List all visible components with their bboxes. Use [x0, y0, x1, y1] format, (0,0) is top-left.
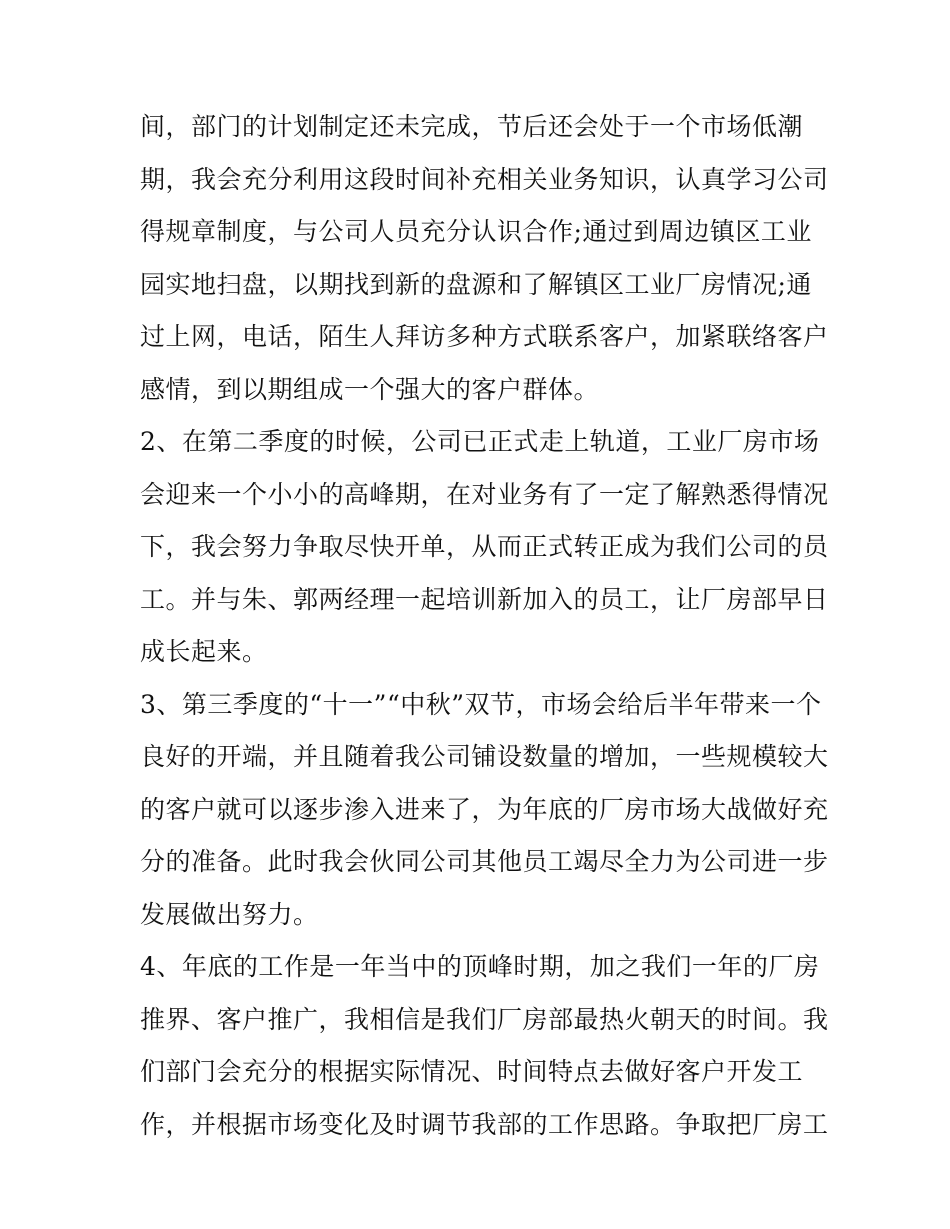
text-line: 下，我会努力争取尽快开单，从而正式转正成为我们公司的员 — [140, 532, 829, 561]
text-line: 2、在第二季度的时候，公司已正式走上轨道，工业厂房市场 — [140, 427, 820, 456]
text-line: 得规章制度，与公司人员充分认识合作;通过到周边镇区工业 — [140, 217, 812, 246]
text-line: 的客户就可以逐步渗入进来了，为年底的厂房市场大战做好充 — [140, 794, 829, 824]
text-line: 期，我会充分利用这段时间补充相关业务知识，认真学习公司 — [140, 164, 829, 194]
text-line: 过上网，电话，陌生人拜访多种方式联系客户，加紧联络客户 — [140, 322, 829, 351]
text-line: 间，部门的计划制定还未完成，节后还会处于一个市场低潮 — [140, 112, 804, 141]
text-line: 成长起来。 — [140, 637, 268, 666]
text-line: 园实地扫盘，以期找到新的盘源和了解镇区工业厂房情况;通 — [140, 269, 812, 299]
text-line: 们部门会充分的根据实际情况、时间特点去做好客户开发工 — [140, 1057, 804, 1086]
text-line: 工。并与朱、郭两经理一起培训新加入的员工，让厂房部早日 — [140, 584, 829, 614]
text-line: 分的准备。此时我会伙同公司其他员工竭尽全力为公司进一步 — [140, 847, 829, 876]
text-line: 推界、客户推广，我相信是我们厂房部最热火朝天的时间。我 — [140, 1004, 829, 1034]
text-line: 良好的开端，并且随着我公司铺设数量的增加，一些规模较大 — [140, 742, 829, 771]
text-line: 感情，到以期组成一个强大的客户群体。 — [140, 374, 600, 404]
document-body — [140, 101, 829, 1151]
text-line: 3、第三季度的“十一”“中秋”双节，市场会给后半年带来一个 — [140, 689, 822, 719]
text-line: 4、年底的工作是一年当中的顶峰时期，加之我们一年的厂房 — [140, 952, 820, 981]
text-line: 作，并根据市场变化及时调节我部的工作思路。争取把厂房工 — [140, 1109, 829, 1139]
text-line: 发展做出努力。 — [140, 899, 319, 929]
text-line: 会迎来一个小小的高峰期，在对业务有了一定了解熟悉得情况 — [140, 479, 829, 509]
